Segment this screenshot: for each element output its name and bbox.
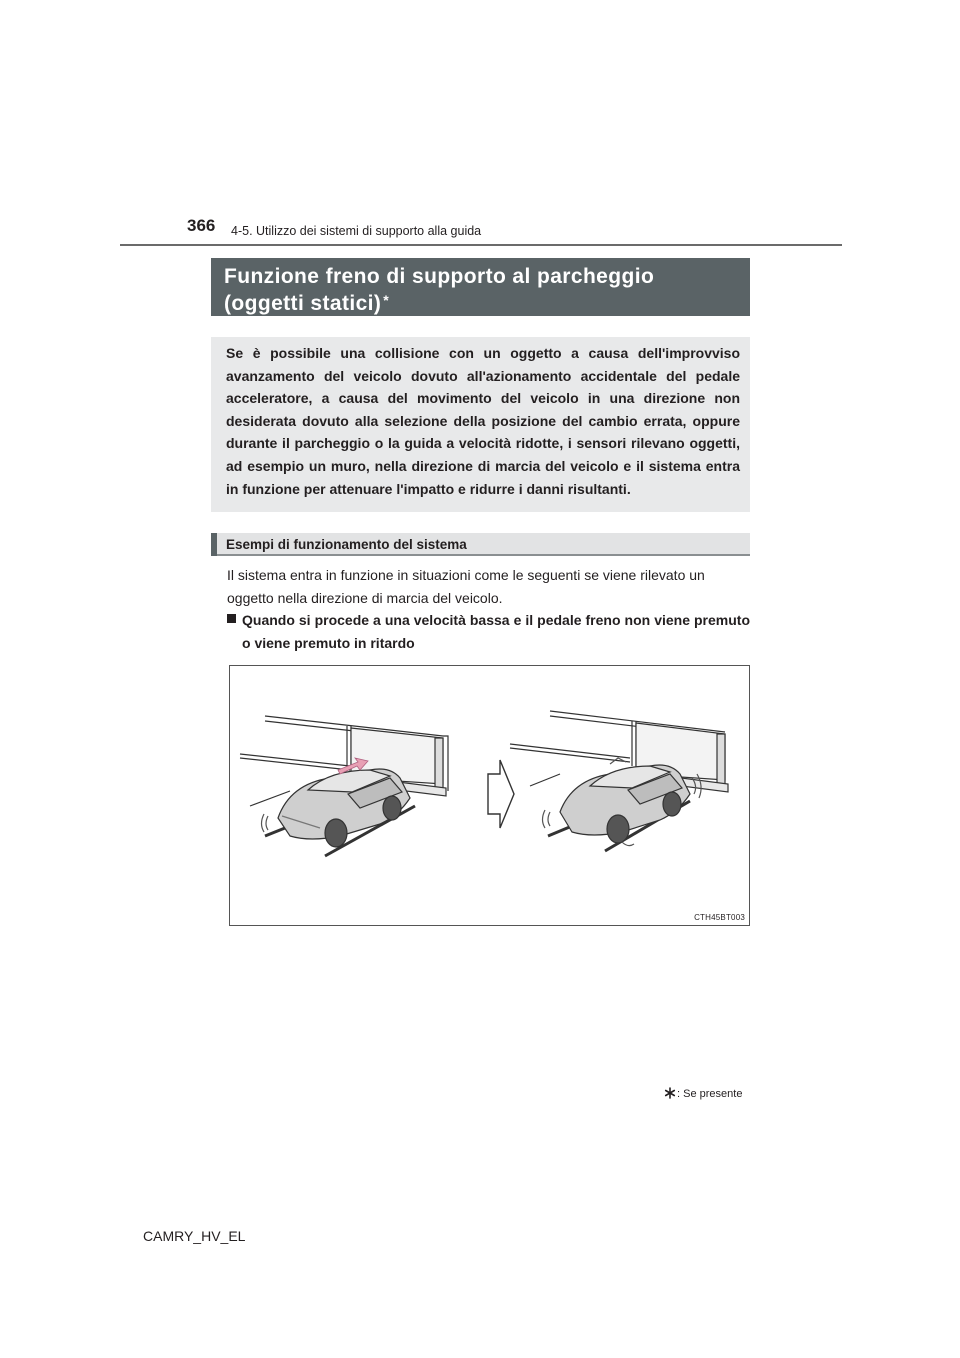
figure-code: CTH45BT003 (694, 913, 745, 922)
model-code: CAMRY_HV_EL (143, 1228, 246, 1244)
section-label: 4-5. Utilizzo dei sistemi di supporto alla guida (231, 224, 482, 238)
asterisk-icon (664, 1087, 676, 1099)
intro-box (211, 337, 750, 512)
title-line-1: Funzione freno di supporto al parcheggio (224, 265, 655, 288)
title-line-2 (224, 290, 740, 317)
illustration-figure (229, 665, 750, 926)
header-rule (120, 244, 842, 246)
bullet-square-icon (227, 614, 236, 623)
footnote (664, 1087, 742, 1100)
intro-text: Se è possibile una collisione con un oggetto a causa dell'improvviso avanzamento del veicolo dovuto all'azionamento accidentale del pedale acceleratore, a causa del movimento del veicolo in una direzione non desiderata dovuto alla selezione della posizione del cambio errata, oppure durante il parcheggio o la guida a velocità ridotte, i sensori rilevano oggetti, ad esempio un muro, nella direzione di marcia del veicolo e il sistema entra in funzione per attenuare l'impatto e ridurre i danni risultanti. (226, 345, 740, 497)
sub-heading (211, 533, 750, 556)
bullet-item (227, 609, 750, 654)
right-scene (510, 711, 728, 851)
left-scene (240, 716, 448, 856)
bullet-text: Quando si procede a una velocità bassa e il pedale freno non viene premuto o viene premuto in ritardo (242, 612, 750, 651)
sub-heading-bar (211, 533, 217, 556)
footnote-text: : Se presente (677, 1088, 743, 1100)
title-box (211, 258, 750, 316)
body-text: Il sistema entra in funzione in situazioni come le seguenti se viene rilevato un oggetto nella direzione di marcia del veicolo. (227, 567, 705, 606)
illustration-svg (230, 666, 749, 925)
page-number: 366 (187, 216, 216, 235)
transition-arrow (488, 760, 514, 828)
sub-heading-label: Esempi di funzionamento del sistema (226, 537, 467, 552)
availability-marker: * (383, 292, 390, 308)
title-line-2-text: (oggetti statici) (224, 292, 382, 315)
